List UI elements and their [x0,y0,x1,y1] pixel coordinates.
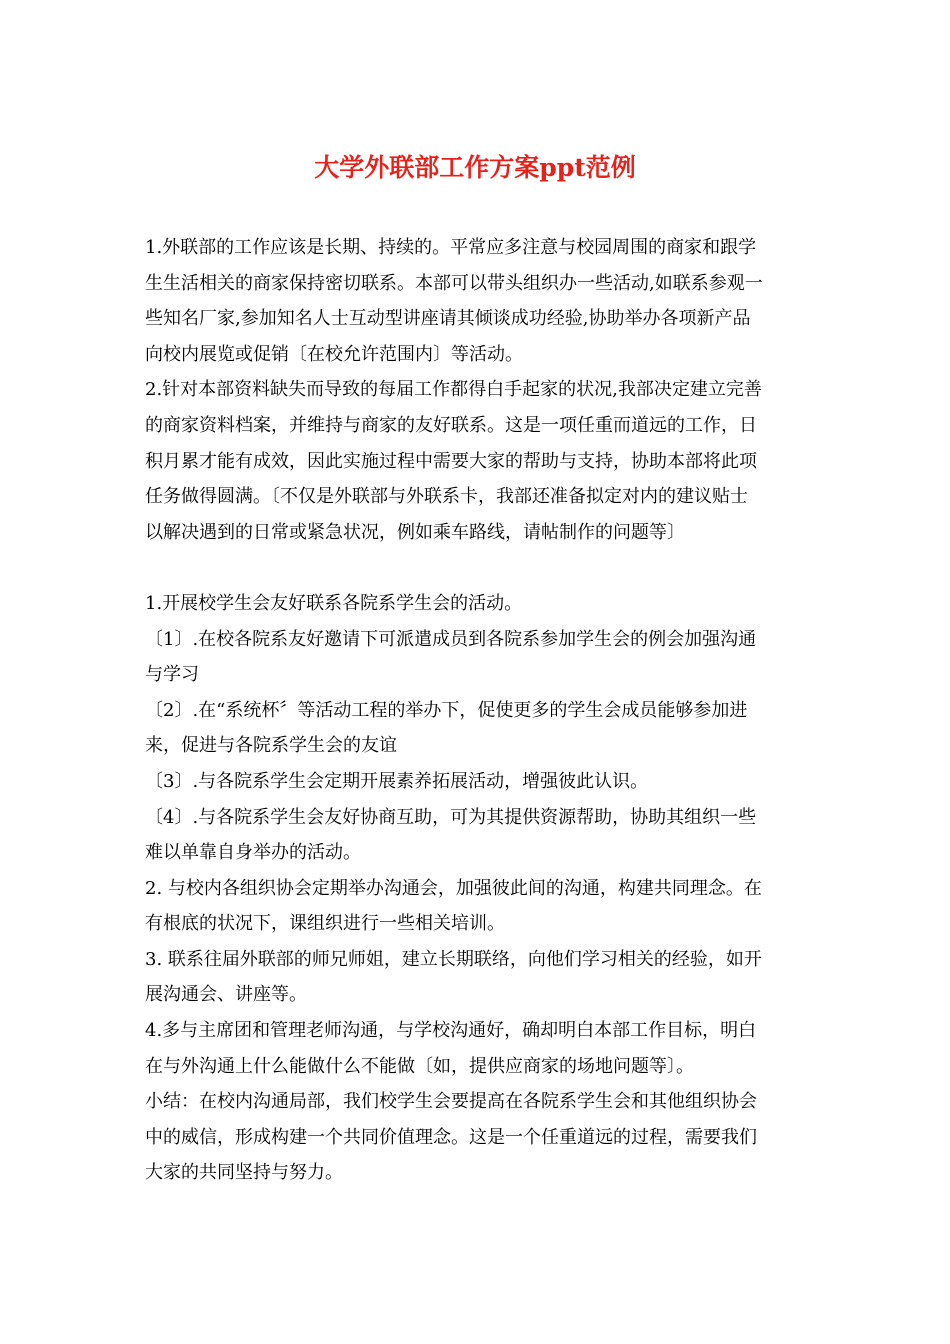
paragraph-line: 积月累才能有成效，因此实施过程中需要大家的帮助与支持，协助本部将此项 [145,450,757,472]
document-title: 大学外联部工作方案ppt范例 [314,153,636,182]
paragraph-line: 中的威信，形成构建一个共同价值理念。这是一个任重道远的过程，需要我们 [145,1126,757,1148]
paragraph-line [145,550,815,586]
paragraph-line: 大家的共同坚持与努力。 [145,1162,343,1184]
document-body [145,230,815,1191]
paragraph-line: 3. 联系往届外联部的师兄师姐，建立长期联络，向他们学习相关的经验，如开 [145,948,762,970]
paragraph-line: 以解决遇到的日常或紧急状况，例如乘车路线，请帖制作的问题等〕 [145,521,685,543]
paragraph-line: 任务做得圆满。〔不仅是外联部与外联系卡，我部还准备拟定对内的建议贴士 [145,486,748,508]
paragraph-line: 1.开展校学生会友好联系各院系学生会的活动。 [145,592,523,614]
paragraph-line: 〔1〕.在校各院系友好邀请下可派遣成员到各院系参加学生会的例会加强沟通 [145,628,757,650]
paragraph-line: 〔3〕.与各院系学生会定期开展素养拓展活动，增强彼此认识。 [145,770,649,792]
paragraph-line: 1.外联部的工作应该是长期、持续的。平常应多注意与校园周围的商家和跟学 [145,237,757,258]
paragraph-line: 〔2〕.在“系统杯〞等活动工程的举办下，促使更多的学生会成员能够参加进 [145,699,748,721]
paragraph-line: 些知名厂家,参加知名人士互动型讲座请其倾谈成功经验,协助举办各项新产品 [145,308,751,330]
paragraph-line: 来，促进与各院系学生会的友谊 [145,735,397,757]
paragraph-line: 2.针对本部资料缺失而导致的每届工作都得白手起家的状况,我部决定建立完善 [145,379,762,401]
paragraph-line: 生生活相关的商家保持密切联系。本部可以带头组织办一些活动,如联系参观一 [145,272,763,294]
paragraph-line: 与学习 [145,664,199,686]
paragraph-line: 〔4〕.与各院系学生会友好协商互助，可为其提供资源帮助，协助其组织一些 [145,806,757,828]
paragraph-line: 展沟通会、讲座等。 [145,984,307,1006]
paragraph-line: 4.多与主席团和管理老师沟通，与学校沟通好，确却明白本部工作目标，明白 [145,1020,757,1042]
paragraph-line: 的商家资料档案，并维持与商家的友好联系。这是一项任重而道远的工作，日 [145,414,757,436]
paragraph-line: 有根底的状况下，课组织进行一些相关培训。 [145,913,505,935]
paragraph-line: 在与外沟通上什么能做什么不能做〔如，提供应商家的场地问题等〕。 [145,1055,694,1077]
paragraph-line: 难以单靠自身举办的活动。 [145,842,361,864]
paragraph-line: 向校内展览或促销〔在校允许范围内〕等活动。 [145,343,523,365]
paragraph-line: 小结：在校内沟通局部，我们校学生会要提高在各院系学生会和其他组织协会 [145,1091,757,1113]
paragraph-line: 2. 与校内各组织协会定期举办沟通会，加强彼此间的沟通，构建共同理念。在 [145,877,762,899]
